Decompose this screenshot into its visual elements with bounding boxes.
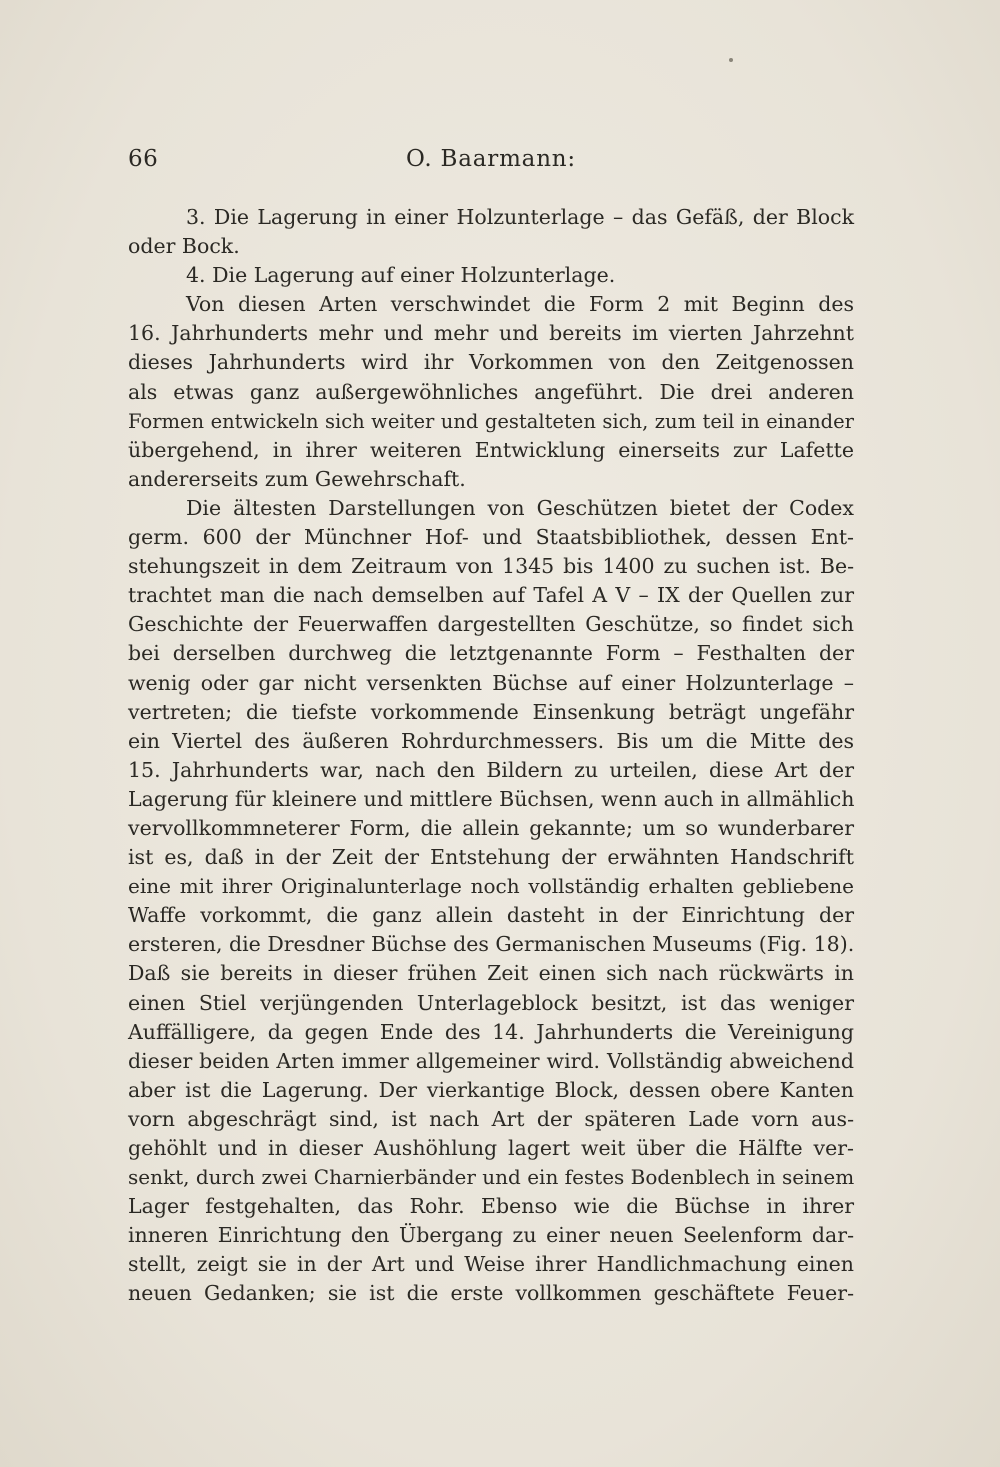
text-line: vorn abgeschrägt sind, ist nach Art der späteren Lade vorn aus- — [128, 1106, 854, 1131]
text-line: Formen entwickeln sich weiter und gestalteten sich, zum teil in einander — [128, 409, 854, 433]
text-line: wenig oder gar nicht versenkten Büchse auf einer Holzunterlage – — [128, 670, 854, 695]
text-line: ein Viertel des äußeren Rohrdurchmessers. Bis um die Mitte des — [128, 728, 854, 753]
text-line: bei derselben durchweg die letztgenannte Form – Festhalten der — [128, 641, 854, 666]
text-line: trachtet man die nach demselben auf Tafel A V – IX der Quellen zur — [128, 583, 854, 608]
text-line: Von diesen Arten verschwindet die Form 2 mit Beginn des — [186, 292, 854, 317]
text-line: oder Bock. — [128, 234, 240, 259]
text-line: Lager festgehalten, das Rohr. Ebenso wie die Büchse in ihrer — [128, 1194, 854, 1219]
text-line: aber ist die Lagerung. Der vierkantige Block, dessen obere Kanten — [128, 1077, 854, 1102]
text-line: Die ältesten Darstellungen von Geschützen bietet der Codex — [186, 495, 854, 520]
text-line: senkt, durch zwei Charnierbänder und ein festes Bodenblech in seinem — [128, 1165, 855, 1190]
text-line: stellt, zeigt sie in der Art und Weise ihrer Handlichmachung einen — [128, 1252, 854, 1277]
text-line: als etwas ganz außergewöhnliches angeführt. Die drei anderen — [128, 379, 854, 404]
page-number: 66 — [128, 146, 159, 172]
text-line: 15. Jahrhunderts war, nach den Bildern zu urteilen, diese Art der — [128, 757, 854, 782]
text-line: inneren Einrichtung den Übergang zu einer neuen Seelenform dar- — [128, 1223, 854, 1248]
text-line: andererseits zum Gewehrschaft. — [128, 466, 466, 491]
text-line: Waffe vorkommt, die ganz allein dasteht in der Einrichtung der — [128, 903, 854, 928]
text-line: stehungszeit in dem Zeitraum von 1345 bis 1400 zu suchen ist. Be- — [128, 554, 854, 579]
running-head: O. Baarmann: — [406, 146, 576, 172]
text-line: übergehend, in ihrer weiteren Entwicklung einerseits zur Lafette — [128, 437, 854, 462]
text-line: 3. Die Lagerung in einer Holzunterlage – das Gefäß, der Block — [186, 205, 854, 229]
text-line: vervollkommneterer Form, die allein gekannte; um so wunderbarer — [128, 815, 854, 840]
body-text — [128, 203, 854, 1309]
text-line: Daß sie bereits in dieser frühen Zeit einen sich nach rückwärts in — [128, 961, 854, 986]
text-line: germ. 600 der Münchner Hof- und Staatsbibliothek, dessen Ent- — [128, 525, 854, 550]
text-line: einen Stiel verjüngenden Unterlageblock besitzt, ist das weniger — [128, 990, 854, 1015]
text-line: dieses Jahrhunderts wird ihr Vorkommen von den Zeitgenossen — [128, 350, 854, 375]
text-line: eine mit ihrer Originalunterlage noch vollständig erhalten gebliebene — [128, 874, 854, 899]
paper-speck — [729, 58, 733, 62]
text-line: dieser beiden Arten immer allgemeiner wird. Vollständig abweichend — [128, 1048, 854, 1073]
text-line: vertreten; die tiefste vorkommende Einsenkung beträgt ungefähr — [128, 699, 854, 724]
text-line: ersteren, die Dresdner Büchse des Germanischen Museums (Fig. 18). — [128, 932, 855, 957]
text-line: Geschichte der Feuerwaffen dargestellten Geschütze, so findet sich — [128, 612, 854, 637]
text-line: neuen Gedanken; sie ist die erste vollkommen geschäftete Feuer- — [128, 1281, 854, 1306]
text-line: 16. Jahrhunderts mehr und mehr und bereits im vierten Jahrzehnt — [128, 321, 854, 346]
text-line: gehöhlt und in dieser Aushöhlung lagert weit über die Hälfte ver- — [128, 1136, 854, 1160]
text-line: ist es, daß in der Zeit der Entstehung der erwähnten Handschrift — [128, 845, 854, 870]
text-line: Auffälligere, da gegen Ende des 14. Jahrhunderts die Vereinigung — [128, 1019, 854, 1044]
text-line: 4. Die Lagerung auf einer Holzunterlage. — [186, 263, 616, 288]
text-line: Lagerung für kleinere und mittlere Büchsen, wenn auch in allmählich — [128, 786, 855, 811]
page-header — [128, 146, 854, 180]
